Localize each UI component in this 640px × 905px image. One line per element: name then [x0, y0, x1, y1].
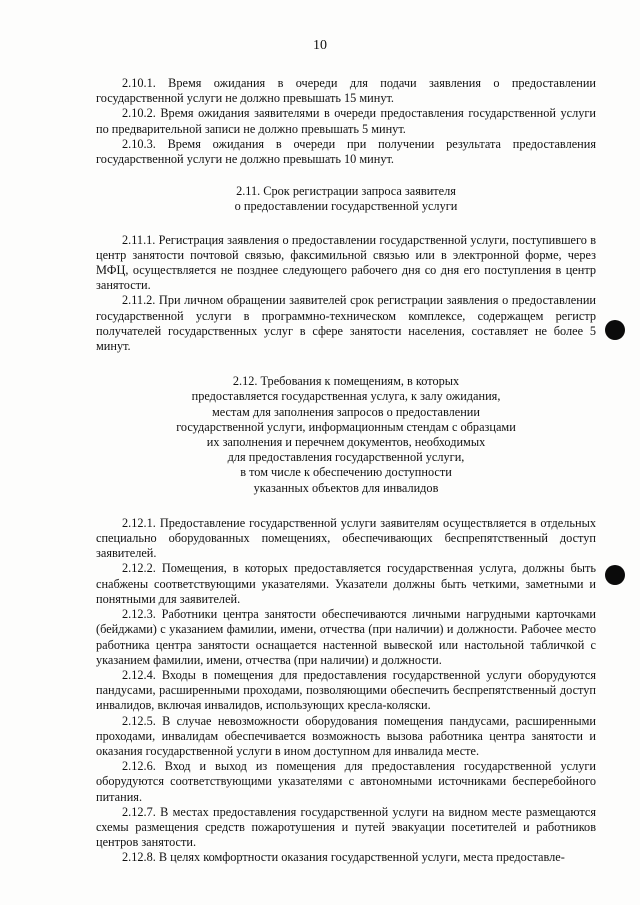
paragraph-2-12-6: 2.12.6. Вход и выход из помещения для предоставления государственной услуги оборудуются соответствующими указателями с автономными источниками бесперебойного питания. [96, 759, 596, 804]
heading-line: местам для заполнения запросов о предоставлении [212, 404, 480, 419]
punch-hole-mark [605, 320, 625, 340]
heading-line: для предоставления государственной услуги, [227, 450, 465, 465]
heading-line: предоставляется государственная услуга, к залу ожидания, [191, 389, 501, 404]
paragraph-2-12-2: 2.12.2. Помещения, в которых предоставляется государственная услуга, должны быть снабжены соответствующими указателями. Указатели должны быть четкими, заметными и понятными для заявителей. [96, 561, 596, 606]
heading-line: указанных объектов для инвалидов [253, 480, 439, 495]
paragraph-2-12-4: 2.12.4. Входы в помещения для предоставления государственной услуги оборудуются пандусами, расширенными проходами, позволяющими обеспечить беспрепятственный доступ инвалидов, включая инвалидов, использующих кресла-коляски. [96, 667, 596, 713]
paragraph-2-12-3: 2.12.3. Работники центра занятости обеспечиваются личными нагрудными карточками (бейджами) с указанием фамилии, имени, отчества (при наличии) и должности. Рабочее место работника центра занятости оснащается настенной вывеской или настольной табличкой с указанием фамилии, имени, отчества (при наличии) и должности. [96, 607, 596, 667]
heading-line: государственной услуги, информационным стендам с образцами [176, 419, 516, 434]
paragraph-2-10-1: 2.10.1. Время ожидания в очереди для подачи заявления о предоставлении государственной услуги не должно превышать 15 минут. [96, 76, 596, 106]
heading-line: их заполнения и перечнем документов, необходимых [206, 435, 486, 450]
paragraph-2-11-1: 2.11.1. Регистрация заявления о предоставлении государственной услуги, поступившего в центр занятости почтовой связью, факсимильной связью или в электронной форме, через МФЦ, осуществляется не позднее следующего рабочего дня со дня его поступления в центр занятости. [96, 232, 596, 293]
page-number: 10 [313, 38, 327, 53]
paragraph-2-12-7: 2.12.7. В местах предоставления государственной услуги на видном месте размещаются схемы размещения средств пожаротушения и путей эвакуации посетителей и работников центров занятости. [96, 804, 596, 850]
paragraph-2-10-3: 2.10.3. Время ожидания в очереди при получении результата предоставления государственной услуги не должно превышать 10 минут. [96, 136, 596, 167]
paragraph-2-10-2: 2.10.2. Время ожидания заявителями в очереди предоставления государственной услуги по предварительной записи не должно превышать 5 минут. [96, 106, 596, 136]
section-heading-2-11 [96, 184, 596, 214]
section-heading-2-12 [96, 374, 596, 496]
heading-line: в том числе к обеспечению доступности [240, 465, 452, 480]
punch-hole-mark [605, 565, 625, 585]
paragraph-2-12-8: 2.12.8. В целях комфортности оказания государственной услуги, места предоставле- [122, 850, 565, 865]
heading-line: 2.11. Срок регистрации запроса заявителя [236, 184, 456, 199]
paragraph-2-12-1: 2.12.1. Предоставление государственной услуги заявителям осуществляется в отдельных специально оборудованных помещениях, обеспечивающих беспрепятственный доступ заявителей. [96, 515, 596, 561]
heading-line: о предоставлении государственной услуги [234, 199, 458, 214]
heading-line: 2.12. Требования к помещениям, в которых [232, 374, 460, 389]
document-body [96, 76, 596, 866]
paragraph-2-11-2: 2.11.2. При личном обращении заявителей срок регистрации заявления о предоставлении государственной услуги в программно-техническом комплексе, содержащем регистр получателей государственных услуг в сфере занятости населения, составляет не более 5 минут. [96, 293, 596, 354]
paragraph-2-12-5: 2.12.5. В случае невозможности оборудования помещения пандусами, расширенными проходами, инвалидам обеспечивается возможность вызова работника центра занятости и оказания государственной услуги в ином доступном для инвалида месте. [96, 713, 596, 758]
